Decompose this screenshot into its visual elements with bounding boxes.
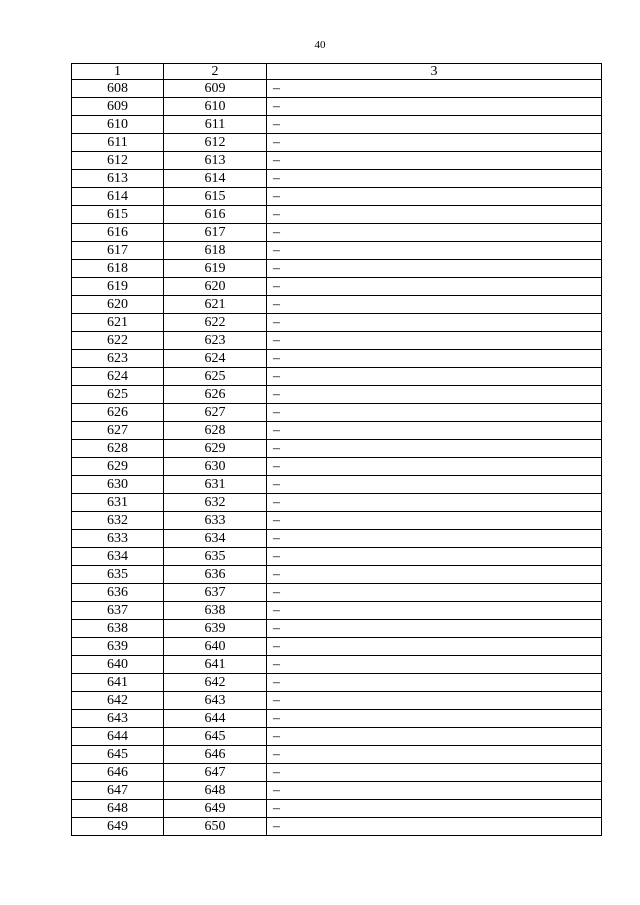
table-row (72, 530, 602, 548)
table-cell-col-3: – (267, 782, 602, 800)
table-cell-col-1: 639 (72, 638, 164, 656)
table-cell-col-3: – (267, 368, 602, 386)
table-cell-col-2: 631 (164, 476, 267, 494)
table-row (72, 764, 602, 782)
table-row (72, 260, 602, 278)
table-cell-col-1: 641 (72, 674, 164, 692)
table-cell-col-3: – (267, 80, 602, 98)
table-cell-col-1: 617 (72, 242, 164, 260)
table-row (72, 422, 602, 440)
table-cell-col-3: – (267, 206, 602, 224)
table-cell-col-2: 613 (164, 152, 267, 170)
table-cell-col-1: 613 (72, 170, 164, 188)
table-cell-col-1: 648 (72, 800, 164, 818)
table-cell-col-2: 638 (164, 602, 267, 620)
table-cell-col-2: 649 (164, 800, 267, 818)
table-cell-col-1: 622 (72, 332, 164, 350)
table-row (72, 494, 602, 512)
table-cell-col-1: 642 (72, 692, 164, 710)
table-cell-col-1: 643 (72, 710, 164, 728)
table-cell-col-2: 624 (164, 350, 267, 368)
table-cell-col-1: 631 (72, 494, 164, 512)
table-cell-col-3: – (267, 134, 602, 152)
table-row (72, 386, 602, 404)
table-cell-col-3: – (267, 404, 602, 422)
table-cell-col-3: – (267, 800, 602, 818)
table-cell-col-2: 644 (164, 710, 267, 728)
table-cell-col-3: – (267, 512, 602, 530)
table-cell-col-1: 644 (72, 728, 164, 746)
table-row (72, 350, 602, 368)
page-number: 40 (314, 39, 326, 51)
table-cell-col-3: – (267, 476, 602, 494)
table-cell-col-3: – (267, 98, 602, 116)
table-cell-col-1: 609 (72, 98, 164, 116)
table-row (72, 134, 602, 152)
table-row (72, 548, 602, 566)
table-cell-col-3: – (267, 350, 602, 368)
table-cell-col-3: – (267, 656, 602, 674)
table-cell-col-1: 633 (72, 530, 164, 548)
table-cell-col-1: 646 (72, 764, 164, 782)
table-cell-col-2: 643 (164, 692, 267, 710)
table-cell-col-3: – (267, 440, 602, 458)
table-cell-col-3: – (267, 242, 602, 260)
table-cell-col-2: 615 (164, 188, 267, 206)
table-cell-col-1: 618 (72, 260, 164, 278)
table-cell-col-1: 647 (72, 782, 164, 800)
table-row (72, 314, 602, 332)
table-cell-col-3: – (267, 152, 602, 170)
table-cell-col-2: 650 (164, 818, 267, 836)
table-cell-col-1: 630 (72, 476, 164, 494)
table-cell-col-3: – (267, 728, 602, 746)
table-cell-col-3: – (267, 278, 602, 296)
table-cell-col-2: 628 (164, 422, 267, 440)
column-header-3: 3 (267, 64, 602, 80)
table-row (72, 638, 602, 656)
table-cell-col-1: 623 (72, 350, 164, 368)
table-cell-col-2: 630 (164, 458, 267, 476)
table-row (72, 188, 602, 206)
table-row (72, 242, 602, 260)
table-cell-col-2: 648 (164, 782, 267, 800)
table-cell-col-3: – (267, 746, 602, 764)
table-cell-col-1: 612 (72, 152, 164, 170)
table-row (72, 332, 602, 350)
table-cell-col-3: – (267, 710, 602, 728)
table-cell-col-2: 622 (164, 314, 267, 332)
table-row (72, 674, 602, 692)
table-cell-col-1: 614 (72, 188, 164, 206)
table-cell-col-2: 611 (164, 116, 267, 134)
table-cell-col-1: 626 (72, 404, 164, 422)
table-cell-col-2: 647 (164, 764, 267, 782)
table-cell-col-3: – (267, 458, 602, 476)
table-cell-col-2: 621 (164, 296, 267, 314)
table-cell-col-2: 642 (164, 674, 267, 692)
table-cell-col-1: 615 (72, 206, 164, 224)
table-cell-col-3: – (267, 170, 602, 188)
table-cell-col-3: – (267, 530, 602, 548)
table-row (72, 98, 602, 116)
table-cell-col-2: 609 (164, 80, 267, 98)
table-cell-col-3: – (267, 764, 602, 782)
table-cell-col-3: – (267, 260, 602, 278)
table-row (72, 620, 602, 638)
table-body (72, 80, 602, 836)
table-cell-col-1: 645 (72, 746, 164, 764)
table-cell-col-1: 625 (72, 386, 164, 404)
table-cell-col-1: 616 (72, 224, 164, 242)
table-cell-col-3: – (267, 296, 602, 314)
table-row (72, 476, 602, 494)
table-row (72, 170, 602, 188)
table-cell-col-3: – (267, 818, 602, 836)
table-row (72, 584, 602, 602)
table-row (72, 566, 602, 584)
table-cell-col-2: 640 (164, 638, 267, 656)
table-row (72, 278, 602, 296)
table-cell-col-1: 619 (72, 278, 164, 296)
table-cell-col-2: 639 (164, 620, 267, 638)
table-row (72, 692, 602, 710)
table-row (72, 80, 602, 98)
table-cell-col-1: 629 (72, 458, 164, 476)
table-row (72, 440, 602, 458)
table-row (72, 602, 602, 620)
table-cell-col-3: – (267, 386, 602, 404)
table-cell-col-3: – (267, 116, 602, 134)
table-row (72, 152, 602, 170)
table-row (72, 458, 602, 476)
table-cell-col-2: 646 (164, 746, 267, 764)
table-cell-col-3: – (267, 422, 602, 440)
table-cell-col-2: 641 (164, 656, 267, 674)
table-cell-col-1: 637 (72, 602, 164, 620)
table-header (72, 64, 602, 80)
table-cell-col-2: 632 (164, 494, 267, 512)
table-row (72, 710, 602, 728)
table-row (72, 746, 602, 764)
table-cell-col-2: 636 (164, 566, 267, 584)
header-row (72, 64, 602, 80)
table-cell-col-1: 635 (72, 566, 164, 584)
table-cell-col-3: – (267, 692, 602, 710)
table-row (72, 116, 602, 134)
table-cell-col-3: – (267, 314, 602, 332)
table-cell-col-2: 645 (164, 728, 267, 746)
table-cell-col-1: 628 (72, 440, 164, 458)
table-cell-col-2: 614 (164, 170, 267, 188)
table-row (72, 800, 602, 818)
table-cell-col-3: – (267, 584, 602, 602)
table-cell-col-1: 611 (72, 134, 164, 152)
data-table (71, 63, 602, 836)
table-row (72, 656, 602, 674)
table-row (72, 818, 602, 836)
table-cell-col-1: 620 (72, 296, 164, 314)
table-cell-col-3: – (267, 332, 602, 350)
table-cell-col-2: 612 (164, 134, 267, 152)
table-cell-col-2: 626 (164, 386, 267, 404)
table-row (72, 296, 602, 314)
table-cell-col-2: 616 (164, 206, 267, 224)
table-row (72, 728, 602, 746)
table-cell-col-1: 608 (72, 80, 164, 98)
table-cell-col-3: – (267, 566, 602, 584)
column-header-1: 1 (72, 64, 164, 80)
table-cell-col-2: 633 (164, 512, 267, 530)
table-cell-col-3: – (267, 638, 602, 656)
table-row (72, 206, 602, 224)
table-cell-col-3: – (267, 224, 602, 242)
table-cell-col-1: 632 (72, 512, 164, 530)
table-cell-col-2: 620 (164, 278, 267, 296)
table-cell-col-2: 635 (164, 548, 267, 566)
table-row (72, 782, 602, 800)
table-cell-col-2: 637 (164, 584, 267, 602)
table-cell-col-3: – (267, 548, 602, 566)
table-cell-col-3: – (267, 188, 602, 206)
table-cell-col-1: 636 (72, 584, 164, 602)
table-row (72, 512, 602, 530)
table-cell-col-2: 634 (164, 530, 267, 548)
table-cell-col-2: 610 (164, 98, 267, 116)
table-cell-col-2: 629 (164, 440, 267, 458)
column-header-2: 2 (164, 64, 267, 80)
table-cell-col-3: – (267, 602, 602, 620)
table-row (72, 404, 602, 422)
table-cell-col-1: 624 (72, 368, 164, 386)
table-cell-col-2: 625 (164, 368, 267, 386)
table-cell-col-3: – (267, 674, 602, 692)
table-cell-col-2: 617 (164, 224, 267, 242)
table-cell-col-2: 627 (164, 404, 267, 422)
table-row (72, 368, 602, 386)
table-row (72, 224, 602, 242)
table-cell-col-3: – (267, 620, 602, 638)
table-cell-col-1: 649 (72, 818, 164, 836)
table-cell-col-1: 640 (72, 656, 164, 674)
table-cell-col-2: 623 (164, 332, 267, 350)
table-cell-col-2: 619 (164, 260, 267, 278)
table-cell-col-1: 627 (72, 422, 164, 440)
table-cell-col-1: 610 (72, 116, 164, 134)
table-cell-col-1: 638 (72, 620, 164, 638)
table-cell-col-1: 634 (72, 548, 164, 566)
table-cell-col-1: 621 (72, 314, 164, 332)
table-cell-col-2: 618 (164, 242, 267, 260)
table-cell-col-3: – (267, 494, 602, 512)
